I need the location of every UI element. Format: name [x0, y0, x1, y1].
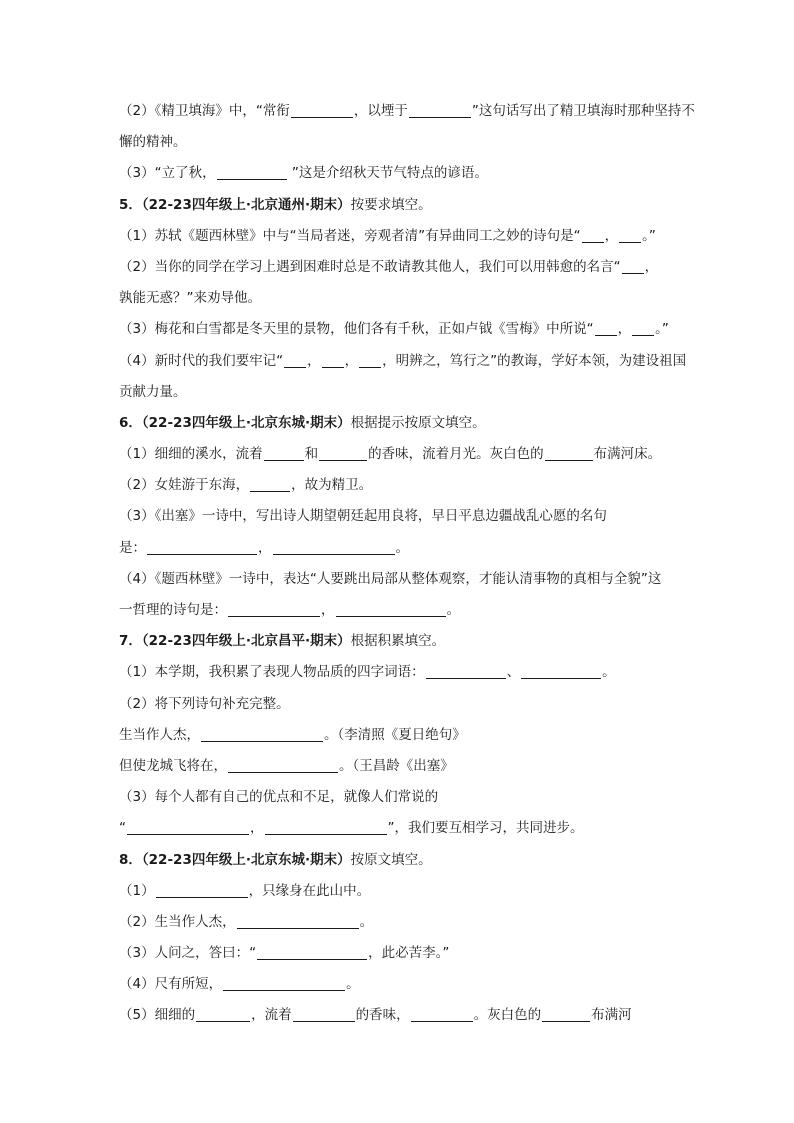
answer-blank[interactable] [237, 913, 359, 929]
q6-item-4-cont: 一哲理的诗句是： ， 。 [119, 602, 460, 618]
q4-item-2: （2）《精卫填海》中，“常衔 ，以堙于 ”这句话写出了精卫填海时那种坚持不 [119, 103, 695, 119]
answer-blank[interactable] [250, 476, 290, 492]
q7-item-2: （2）将下列诗句补充完整。 [119, 695, 290, 712]
answer-blank[interactable] [217, 164, 287, 180]
q7-item-3-cont: “ ， ”，我们要互相学习，共同进步。 [119, 820, 584, 837]
answer-blank[interactable] [201, 726, 323, 742]
answer-blank[interactable] [147, 539, 257, 555]
question-source: （22-23四年级上·北京东城·期末） [141, 851, 351, 868]
q6-item-4: （4）《题西林壁》一诗中，表达“人要跳出局部从整体观察，才能认清事物的真相与全貌”这 [119, 570, 662, 587]
answer-blank[interactable] [322, 352, 344, 368]
answer-blank[interactable] [264, 445, 304, 461]
question-source: （22-23四年级上·北京通州·期末） [141, 196, 351, 213]
answer-blank[interactable] [273, 539, 395, 555]
answer-blank[interactable] [336, 601, 446, 617]
answer-blank[interactable] [595, 320, 617, 336]
q8-item-4: （4）尺有所短， 。 [119, 976, 360, 993]
question-number: 8． [119, 851, 142, 868]
q7-item-1: （1）本学期，我积累了表现人物品质的四字词语： 、 。 [119, 664, 616, 681]
answer-blank[interactable] [293, 1006, 355, 1022]
question-task: 按原文填空。 [350, 851, 432, 868]
answer-blank[interactable] [632, 320, 654, 336]
q5-item-4: （4）新时代的我们要牢记“ ， ， ，明辨之，笃行之”的教诲，学好本领，为建设祖国 [119, 352, 687, 369]
question-task: 按要求填空。 [350, 196, 432, 213]
answer-blank[interactable] [426, 663, 506, 679]
q6-item-2: （2）女娃游于东海， ，故为精卫。 [119, 477, 373, 494]
answer-blank[interactable] [319, 445, 367, 461]
answer-blank[interactable] [127, 819, 249, 835]
answer-blank[interactable] [359, 352, 381, 368]
answer-blank[interactable] [521, 663, 601, 679]
q8-item-5: （5）细细的 ，流着 的香味， 。灰白色的 布满河 [119, 1007, 632, 1024]
q4-item-2-cont: 懈的精神。 [119, 134, 187, 151]
question-5-heading [119, 190, 679, 221]
q7-poem-line-1: 生当作人杰， 。（李清照《夏日绝句》 [119, 726, 466, 743]
q5-item-3: （3）梅花和白雪都是冬天里的景物，他们各有千秋，正如卢钺《雪梅》中所说“ ， 。” [119, 321, 669, 338]
q8-item-3: （3）人问之，答曰：“ ，此必苦李。” [119, 945, 450, 962]
answer-blank[interactable] [582, 227, 604, 243]
q6-item-3: （3）《出塞》一诗中，写出诗人期望朝廷起用良将，早日平息边疆战乱心愿的名句 [119, 508, 607, 525]
answer-blank[interactable] [542, 1006, 590, 1022]
q8-item-2: （2）生当作人杰， 。 [119, 913, 374, 930]
q8-item-1: （1） ，只缘身在此山中。 [119, 882, 371, 899]
answer-blank[interactable] [265, 819, 387, 835]
answer-blank[interactable] [196, 1006, 250, 1022]
q6-item-3-cont: 是： ， 。 [119, 539, 409, 556]
answer-blank[interactable] [545, 445, 593, 461]
answer-blank[interactable] [223, 975, 345, 991]
answer-blank[interactable] [284, 352, 306, 368]
question-source: （22-23四年级上·北京昌平·期末） [141, 633, 351, 650]
question-task: 根据积累填空。 [350, 633, 446, 650]
question-number: 5． [119, 196, 142, 213]
answer-blank[interactable] [619, 227, 641, 243]
question-6-heading [119, 408, 679, 439]
question-7-heading [119, 626, 679, 657]
q5-item-2-cont: 孰能无惑？”来劝导他。 [119, 290, 261, 307]
q5-item-4-cont: 贡献力量。 [119, 383, 187, 400]
answer-blank[interactable] [409, 102, 471, 118]
answer-blank[interactable] [411, 1006, 473, 1022]
worksheet-page [119, 96, 695, 1032]
q7-item-3: （3）每个人都有自己的优点和不足，就像人们常说的 [119, 789, 439, 806]
question-number: 7． [119, 633, 142, 650]
question-8-heading [119, 845, 679, 876]
question-source: （22-23四年级上·北京东城·期末） [141, 414, 351, 431]
answer-blank[interactable] [291, 102, 353, 118]
question-task: 根据提示按原文填空。 [350, 414, 486, 431]
question-number: 6． [119, 414, 142, 431]
q6-item-1: （1）细细的溪水，流着 和 的香味，流着月光。灰白色的 布满河床。 [119, 446, 662, 463]
q5-item-1: （1）苏轼《题西林壁》中与“当局者迷，旁观者清”有异曲同工之妙的诗句是“ ， 。” [119, 227, 656, 244]
answer-blank[interactable] [228, 601, 320, 617]
answer-blank[interactable] [156, 882, 248, 898]
q7-poem-line-2: 但使龙城飞将在， 。（王昌龄《出塞》 [119, 757, 454, 774]
answer-blank[interactable] [622, 258, 644, 274]
q4-item-3: （3）“立了秋， ”这是介绍秋天节气特点的谚语。 [119, 165, 488, 182]
q5-item-2: （2）当你的同学在学习上遇到困难时总是不敢请教其他人，我们可以用韩愈的名言“ ， [119, 258, 659, 275]
answer-blank[interactable] [257, 944, 367, 960]
answer-blank[interactable] [228, 757, 338, 773]
